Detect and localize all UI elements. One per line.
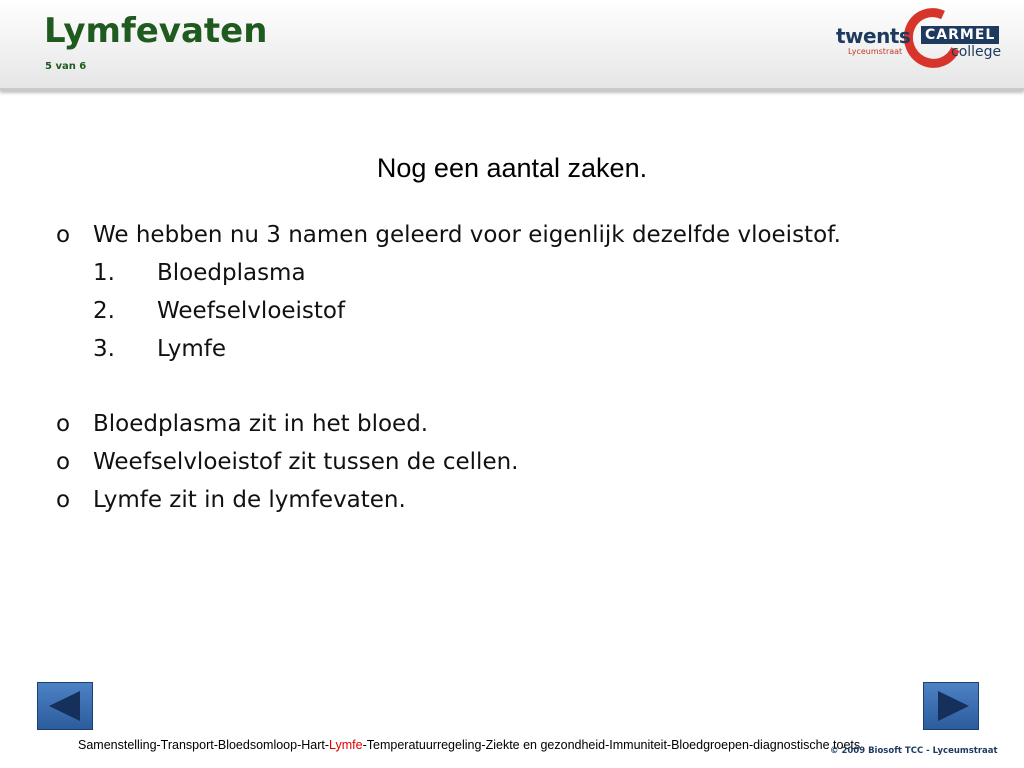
topic-link-active[interactable]: Lymfe [329, 738, 363, 752]
page-counter: 5 van 6 [45, 61, 87, 72]
numbered-item [52, 258, 982, 296]
logo-word-college: college [951, 44, 1002, 60]
numbered-item [52, 334, 982, 372]
bullet-item [52, 447, 982, 485]
bullet-text: Bloedplasma zit in het bloed. [93, 411, 429, 437]
item-text: Lymfe [157, 336, 226, 362]
school-logo [834, 6, 1014, 78]
item-number: 2. [93, 298, 115, 324]
item-number: 1. [93, 260, 115, 286]
bullet-text: Weefselvloeistof zit tussen de cellen. [93, 449, 519, 475]
bullet-marker: o [56, 449, 71, 475]
logo-word-carmel: CARMEL [921, 26, 999, 44]
topic-links-after[interactable]: -Temperatuurregeling-Ziekte en gezondheid-Immuniteit-Bloedgroepen-diagnostische toets [362, 738, 861, 752]
bullet-item [52, 485, 982, 523]
topic-links-before[interactable]: Samenstelling-Transport-Bloedsomloop-Hart- [78, 738, 330, 752]
item-text: Weefselvloeistof [157, 298, 346, 324]
right-triangle-icon [924, 683, 978, 729]
left-triangle-icon [38, 683, 92, 729]
logo-word-twents: twents [836, 24, 911, 48]
list-spacer [52, 372, 982, 409]
bullet-item [52, 409, 982, 447]
item-number: 3. [93, 336, 115, 362]
slide-header [0, 0, 1024, 91]
slide-subtitle: Nog een aantal zaken. [376, 153, 648, 183]
bullet-marker: o [56, 222, 71, 248]
bullet-text: Lymfe zit in de lymfevaten. [93, 487, 406, 513]
bullet-marker: o [56, 487, 71, 513]
next-slide-button[interactable] [923, 682, 979, 730]
intro-bullet [52, 220, 982, 258]
slide-content [52, 220, 982, 523]
previous-slide-button[interactable] [37, 682, 93, 730]
numbered-item [52, 296, 982, 334]
item-text: Bloedplasma [157, 260, 306, 286]
bullet-text: We hebben nu 3 namen geleerd voor eigenlijk dezelfde vloeistof. [93, 222, 841, 248]
logo-subtext: Lyceumstraat [848, 47, 903, 56]
copyright-notice: © 2009 Biosoft TCC - Lyceumstraat [830, 746, 998, 756]
slide-title: Lymfevaten [44, 11, 268, 51]
bullet-marker: o [56, 411, 71, 437]
